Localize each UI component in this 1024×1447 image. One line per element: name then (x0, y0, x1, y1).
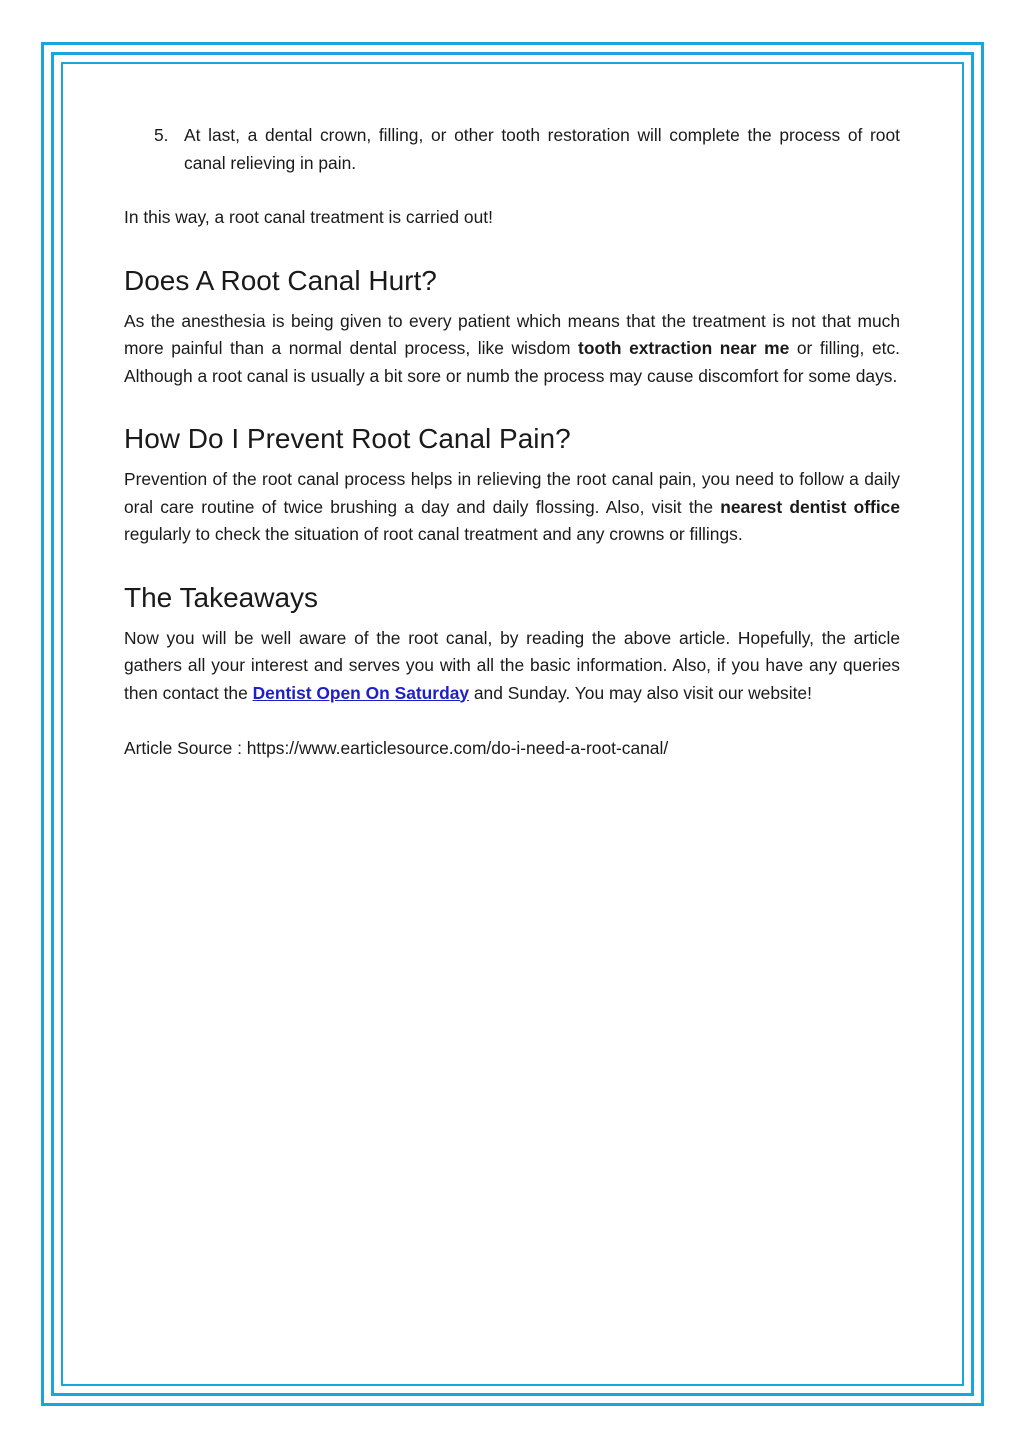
paragraph-text: As the anesthesia is being given to every patient which means that the treatment is not that much more painful than a normal dental process, like wisdom (124, 310, 900, 358)
paragraph-text: or filling, etc. Although a root canal is usually a bit sore or numb the process may cause discomfort for some days. (124, 338, 901, 386)
heading-prevent-pain: How Do I Prevent Root Canal Pain? (124, 423, 571, 454)
paragraph-takeaways (124, 625, 900, 708)
list-number: 5. (154, 125, 169, 145)
bold-keyword: tooth extraction near me (578, 338, 790, 358)
paragraph-text: and Sunday. You may also visit our website! (469, 682, 812, 703)
heading-takeaways: The Takeaways (124, 581, 319, 613)
paragraph-prevent-pain (124, 466, 900, 549)
article-body (124, 122, 900, 763)
list-text: At last, a dental crown, filling, or other tooth restoration will complete the process of root canal relieving in pain. (184, 125, 900, 173)
bold-keyword: nearest dentist office (720, 496, 900, 517)
article-source: Article Source : https://www.earticlesource.com/do-i-need-a-root-canal/ (124, 738, 669, 758)
paragraph-text: Now you will be well aware of the root canal, by reading the above article. Hopefully, the article gathers all your interest and serves you with all the basic information. Also, if you have any queries then contact the (124, 627, 900, 703)
paragraph-root-canal-hurt (124, 308, 900, 391)
dentist-open-saturday-link[interactable]: Dentist Open On Saturday (252, 682, 470, 703)
intro-paragraph: In this way, a root canal treatment is carried out! (124, 207, 493, 227)
heading-root-canal-hurt: Does A Root Canal Hurt? (124, 264, 437, 296)
paragraph-text: Prevention of the root canal process helps in relieving the root canal pain, you need to follow a daily oral care routine of twice brushing a day and daily flossing. Also, visit the (124, 469, 900, 517)
paragraph-text: regularly to check the situation of root canal treatment and any crowns or fillings. (124, 524, 743, 544)
list-item (154, 122, 900, 177)
